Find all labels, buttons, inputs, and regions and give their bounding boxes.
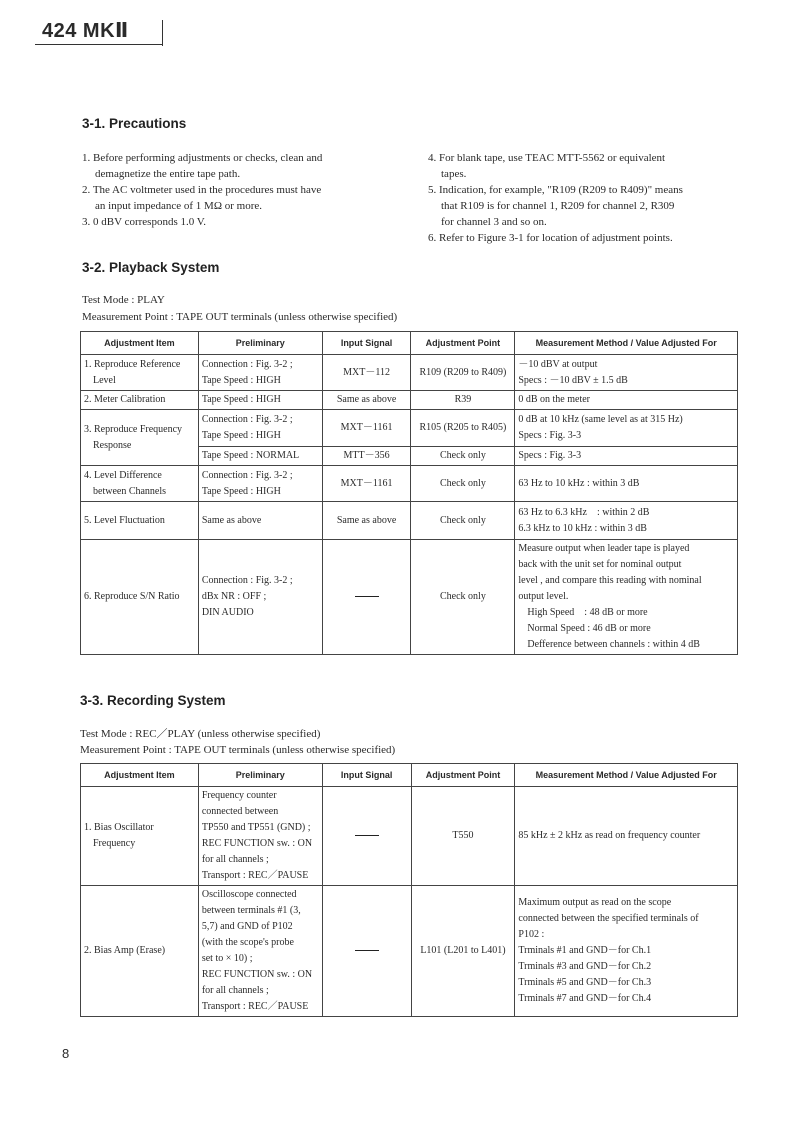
cell-point: R105 (R205 to R405) (411, 410, 515, 447)
col-header: Input Signal (322, 332, 411, 355)
table-header-row (81, 764, 738, 787)
cell-item: 5. Level Fluctuation (81, 502, 199, 540)
precautions-right (428, 150, 743, 246)
cell-method: －10 dBV at output Specs : －10 dBV ± 1.5 dB (515, 355, 738, 391)
item-text-cont: an input impedance of 1 MΩ or more. (95, 200, 263, 212)
precaution-item (428, 182, 743, 230)
col-header: Adjustment Item (81, 764, 199, 787)
dash-mark (355, 596, 379, 597)
precaution-item (82, 182, 392, 214)
header-underline (35, 44, 163, 45)
cell-preliminary: Oscilloscope connected between terminals #1 (3, 5,7) and GND of P102 (with the scope's probe set to × 10) ; REC FUNCTION sw. : ON for all channels ; Transport : REC／PAUSE (198, 886, 322, 1017)
cell-preliminary: Connection : Fig. 3-2 ; dBx NR : OFF ; DIN AUDIO (198, 540, 322, 655)
cell-point: Check only (411, 502, 515, 540)
item-text: For blank tape, use TEAC MTT-5562 or equivalent (439, 152, 666, 164)
precautions-left (82, 150, 392, 230)
col-header: Preliminary (198, 764, 322, 787)
col-header: Preliminary (198, 332, 322, 355)
section-title-playback: 3-2. Playback System (82, 260, 220, 275)
item-text: Refer to Figure 3-1 for location of adjustment points. (439, 232, 673, 244)
playback-test-mode: Test Mode : PLAY (82, 294, 165, 306)
item-number: 4. (428, 152, 437, 164)
item-text: 0 dBV corresponds 1.0 V. (93, 216, 207, 228)
cell-signal: MTT－356 (322, 447, 411, 466)
table-row (81, 355, 738, 391)
cell-preliminary: Connection : Fig. 3-2 ; Tape Speed : HIGH (198, 466, 322, 502)
header-divider (162, 20, 163, 46)
cell-preliminary: Tape Speed : HIGH (198, 391, 322, 410)
item-text: Before performing adjustments or checks, clean and (93, 152, 323, 164)
item-text-cont: that R109 is for channel 1, R209 for channel 2, R309 (441, 200, 675, 212)
recording-measurement-point: Measurement Point : TAPE OUT terminals (unless otherwise specified) (80, 744, 396, 756)
cell-preliminary: Connection : Fig. 3-2 ; Tape Speed : HIGH (198, 355, 322, 391)
dash-mark (355, 835, 379, 836)
cell-item: 1. Bias Oscillator Frequency (81, 787, 199, 886)
item-text: The AC voltmeter used in the procedures must have (92, 184, 322, 196)
table-header-row (81, 332, 738, 355)
page-number: 8 (62, 1046, 70, 1061)
item-text: Indication, for example, "R109 (R209 to R409)" means (439, 184, 683, 196)
col-header: Measurement Method / Value Adjusted For (515, 764, 738, 787)
cell-signal: MXT－1161 (322, 466, 411, 502)
cell-point: R39 (411, 391, 515, 410)
item-text-cont: for channel 3 and so on. (441, 216, 547, 228)
table-row (81, 466, 738, 502)
table-row (81, 886, 738, 1017)
cell-point: T550 (411, 787, 515, 886)
cell-preliminary: Frequency counter connected between TP550 and TP551 (GND) ; REC FUNCTION sw. : ON for all channels ; Transport : REC／PAUSE (198, 787, 322, 886)
cell-item: 3. Reproduce Frequency Response (81, 410, 199, 466)
col-header: Adjustment Point (411, 764, 515, 787)
cell-item: 2. Bias Amp (Erase) (81, 886, 199, 1017)
item-number: 2. (82, 184, 91, 196)
cell-method: 85 kHz ± 2 kHz as read on frequency counter (515, 787, 738, 886)
cell-point: Check only (411, 540, 515, 655)
recording-test-mode: Test Mode : REC／PLAY (unless otherwise specified) (80, 728, 321, 740)
cell-signal: MXT－112 (322, 355, 411, 391)
cell-signal (322, 787, 411, 886)
table-row (81, 787, 738, 886)
item-number: 6. (428, 232, 437, 244)
cell-method: Measure output when leader tape is played back with the unit set for nominal output level , and compare this reading with nominal output level. High Speed : 48 dB or more Normal Speed : 46 dB or more Defference between channels : within 4 dB (515, 540, 738, 655)
dash-mark (355, 950, 379, 951)
playback-table (80, 331, 738, 655)
cell-method: 63 Hz to 10 kHz : within 3 dB (515, 466, 738, 502)
col-header: Adjustment Point (411, 332, 515, 355)
cell-point: L101 (L201 to L401) (411, 886, 515, 1017)
section-title-precautions: 3-1. Precautions (82, 116, 187, 131)
cell-method: Maximum output as read on the scope connected between the specified terminals of P102 : Trminals #1 and GND－for Ch.1 Trminals #3 and GND－for Ch.2 Trminals #5 and GND－for Ch.3 Trminals #7 and GND－for Ch.4 (515, 886, 738, 1017)
table-row (81, 502, 738, 540)
item-number: 5. (428, 184, 437, 196)
col-header: Adjustment Item (81, 332, 199, 355)
cell-point: Check only (411, 447, 515, 466)
precaution-item (82, 150, 392, 182)
item-text-cont: demagnetize the entire tape path. (95, 168, 241, 180)
cell-item: 2. Meter Calibration (81, 391, 199, 410)
col-header: Measurement Method / Value Adjusted For (515, 332, 738, 355)
precaution-item (82, 214, 392, 230)
cell-point: R109 (R209 to R409) (411, 355, 515, 391)
cell-signal: Same as above (322, 391, 411, 410)
section-title-recording: 3-3. Recording System (80, 693, 226, 708)
cell-signal: MXT－1161 (322, 410, 411, 447)
precaution-item (428, 150, 743, 182)
col-header: Input Signal (322, 764, 411, 787)
cell-item: 6. Reproduce S/N Ratio (81, 540, 199, 655)
recording-table (80, 763, 738, 1017)
playback-measurement-point: Measurement Point : TAPE OUT terminals (unless otherwise specified) (82, 311, 398, 323)
precaution-item (428, 230, 743, 246)
table-row (81, 410, 738, 447)
item-number: 3. (82, 216, 91, 228)
table-row (81, 540, 738, 655)
cell-item: 1. Reproduce Reference Level (81, 355, 199, 391)
model-header: 424 MKⅡ (42, 20, 129, 42)
table-row (81, 391, 738, 410)
cell-method: 0 dB on the meter (515, 391, 738, 410)
item-number: 1. (82, 152, 91, 164)
cell-item: 4. Level Difference between Channels (81, 466, 199, 502)
cell-point: Check only (411, 466, 515, 502)
cell-method: 63 Hz to 6.3 kHz : within 2 dB 6.3 kHz to 10 kHz : within 3 dB (515, 502, 738, 540)
item-text-cont: tapes. (441, 168, 467, 180)
cell-signal: Same as above (322, 502, 411, 540)
cell-signal (322, 886, 411, 1017)
cell-method: 0 dB at 10 kHz (same level as at 315 Hz) Specs : Fig. 3-3 (515, 410, 738, 447)
cell-preliminary: Connection : Fig. 3-2 ; Tape Speed : HIGH (198, 410, 322, 447)
cell-preliminary: Tape Speed : NORMAL (198, 447, 322, 466)
cell-preliminary: Same as above (198, 502, 322, 540)
cell-method: Specs : Fig. 3-3 (515, 447, 738, 466)
cell-signal (322, 540, 411, 655)
